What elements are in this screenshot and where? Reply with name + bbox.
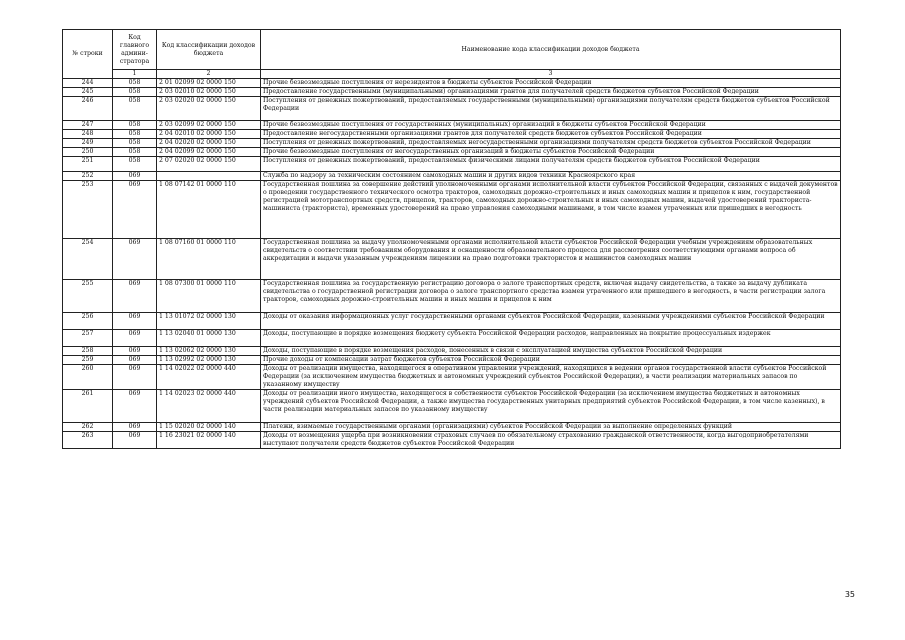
table-row — [63, 157, 841, 172]
table-row — [63, 423, 841, 432]
admin-code: 058 — [113, 97, 157, 121]
table-row — [63, 432, 841, 449]
table-row — [63, 121, 841, 130]
classification-code: 2 03 02099 02 0000 150 — [157, 121, 261, 130]
row-number: 261 — [63, 390, 113, 423]
table-row — [63, 148, 841, 157]
admin-code: 069 — [113, 390, 157, 423]
row-number: 251 — [63, 157, 113, 172]
header-admin-code: Код главного админи-стратора — [113, 30, 157, 70]
table-row — [63, 239, 841, 280]
row-number: 260 — [63, 365, 113, 390]
classification-code: 2 01 02099 02 0000 150 — [157, 79, 261, 88]
admin-code: 058 — [113, 79, 157, 88]
classification-code: 1 13 01072 02 0000 130 — [157, 313, 261, 330]
page-number: 35 — [844, 590, 855, 599]
classification-code: 1 08 07142 01 0000 110 — [157, 181, 261, 239]
code-name: Служба по надзору за техническим состоянием самоходных машин и других видов техники Красноярского края — [261, 172, 841, 181]
code-name: Предоставление негосударственными организациями грантов для получателей средств бюджетов субъектов Российской Федерации — [261, 130, 841, 139]
row-number: 262 — [63, 423, 113, 432]
table-row — [63, 79, 841, 88]
row-number: 244 — [63, 79, 113, 88]
row-number: 250 — [63, 148, 113, 157]
row-number: 252 — [63, 172, 113, 181]
row-number: 257 — [63, 330, 113, 347]
code-name: Государственная пошлина за совершение действий уполномоченными органами исполнительной власти субъектов Российской Федерации, связанных с выдачей документов о проведении государственного технического осмотра тракторов, самоходных дорожно-строительных и иных самоходных машин и прицепов к ним, государственной регистрацией мототранспортных средств, прицепов, тракторов, самоходных дорожно-строительных и иных самоходных машин, выдачей удостоверений тракториста-машиниста (тракториста), временных удостоверений на право управления самоходными машинами, в том числе взамен утраченных или пришедших в негодность — [261, 181, 841, 239]
code-name: Поступления от денежных пожертвований, предоставляемых физическими лицами получателям средств бюджетов субъектов Российской Федерации — [261, 157, 841, 172]
table-body — [63, 79, 841, 449]
row-number: 245 — [63, 88, 113, 97]
admin-code: 069 — [113, 432, 157, 449]
admin-code: 058 — [113, 88, 157, 97]
table-row — [63, 88, 841, 97]
code-name: Доходы от реализации имущества, находящегося в оперативном управлении учреждений, находящихся в ведении органов государственной власти субъектов Российской Федерации (за исключением имущества бюджетных и автономных учреждений субъектов Российской Федерации), в части реализации материальных запасов по указанному имуществу — [261, 365, 841, 390]
table-row — [63, 280, 841, 313]
table-row — [63, 365, 841, 390]
row-number: 263 — [63, 432, 113, 449]
table-row — [63, 97, 841, 121]
classification-code: 1 16 23021 02 0000 140 — [157, 432, 261, 449]
classification-code — [157, 172, 261, 181]
code-name: Доходы от реализации иного имущества, находящегося в собственности субъектов Российской Федерации (за исключением имущества бюджетных и автономных учреждений субъектов Российской Федерации, а также имущества государственных унитарных предприятий субъектов Российской Федерации, в том числе казенных), в части реализации материальных запасов по указанному имуществу — [261, 390, 841, 423]
classification-code: 1 14 02022 02 0000 440 — [157, 365, 261, 390]
admin-code: 069 — [113, 280, 157, 313]
row-number: 256 — [63, 313, 113, 330]
row-number: 248 — [63, 130, 113, 139]
row-number: 255 — [63, 280, 113, 313]
row-number: 247 — [63, 121, 113, 130]
table-row — [63, 390, 841, 423]
classification-code: 2 07 02020 02 0000 150 — [157, 157, 261, 172]
header-code-name: Наименование кода классификации доходов бюджета — [261, 30, 841, 70]
code-name: Государственная пошлина за выдачу уполномоченными органами исполнительной власти субъектов Российской Федерации учебным учреждениям образовательных свидетельств о соответствии требованиям оборудования и оснащенности образовательного процесса для рассмотрения соответствующими органами вопроса об аккредитации и выдачи указанным учреждениям лицензии на право подготовки трактористов и машинистов самоходных машин — [261, 239, 841, 280]
table-row — [63, 356, 841, 365]
header-classification-code: Код классификации доходов бюджета — [157, 30, 261, 70]
classification-code: 1 13 02062 02 0000 130 — [157, 347, 261, 356]
classification-code: 2 04 02099 02 0000 150 — [157, 148, 261, 157]
admin-code: 058 — [113, 139, 157, 148]
code-name: Прочие доходы от компенсации затрат бюджетов субъектов Российской Федерации — [261, 356, 841, 365]
row-number: 249 — [63, 139, 113, 148]
code-name: Государственная пошлина за государственную регистрацию договора о залоге транспортных средств, включая выдачу свидетельства, а также за выдачу дубликата свидетельства о государственной регистрации договора о залоге транспортного средства взамен утраченного или пришедшего в негодность, в части регистрации залога тракторов, самоходных дорожно-строительных машин и иных машин и прицепов к ним — [261, 280, 841, 313]
row-number: 253 — [63, 181, 113, 239]
admin-code: 069 — [113, 356, 157, 365]
admin-code: 058 — [113, 121, 157, 130]
classification-code: 1 08 07300 01 0000 110 — [157, 280, 261, 313]
code-name: Поступления от денежных пожертвований, предоставляемых негосударственными организациями получателям средств бюджетов субъектов Российской Федерации — [261, 139, 841, 148]
classification-code: 1 15 02020 02 0000 140 — [157, 423, 261, 432]
code-name: Платежи, взимаемые государственными органами (организациями) субъектов Российской Федерации за выполнение определенных функций — [261, 423, 841, 432]
classification-code: 1 14 02023 02 0000 440 — [157, 390, 261, 423]
admin-code: 069 — [113, 347, 157, 356]
admin-code: 069 — [113, 181, 157, 239]
admin-code: 058 — [113, 148, 157, 157]
admin-code: 058 — [113, 157, 157, 172]
table-row — [63, 330, 841, 347]
code-name: Доходы, поступающие в порядке возмещения бюджету субъекта Российской Федерации расходов, направленных на покрытие процессуальных издержек — [261, 330, 841, 347]
row-number: 254 — [63, 239, 113, 280]
classification-code: 1 08 07160 01 0000 110 — [157, 239, 261, 280]
code-name: Доходы, поступающие в порядке возмещения расходов, понесенных в связи с эксплуатацией имущества субъектов Российской Федерации — [261, 347, 841, 356]
admin-code: 069 — [113, 365, 157, 390]
classification-code: 2 04 02020 02 0000 150 — [157, 139, 261, 148]
classification-code: 2 04 02010 02 0000 150 — [157, 130, 261, 139]
header-num-1: 1 — [113, 70, 157, 79]
table-row — [63, 130, 841, 139]
code-name: Прочие безвозмездные поступления от государственных (муниципальных) организаций в бюджеты субъектов Российской Федерации — [261, 121, 841, 130]
header-num-3: 3 — [261, 70, 841, 79]
header-num-2: 2 — [157, 70, 261, 79]
budget-income-table — [62, 29, 841, 449]
code-name: Предоставление государственными (муниципальными) организациями грантов для получателей средств бюджетов субъектов Российской Федерации — [261, 88, 841, 97]
admin-code: 069 — [113, 172, 157, 181]
table-row — [63, 347, 841, 356]
classification-code: 1 13 02040 01 0000 130 — [157, 330, 261, 347]
header-row-number: № строки — [63, 30, 113, 79]
table-row — [63, 313, 841, 330]
classification-code: 2 03 02020 02 0000 150 — [157, 97, 261, 121]
classification-code: 2 03 02010 02 0000 150 — [157, 88, 261, 97]
code-name: Поступления от денежных пожертвований, предоставляемых государственными (муниципальными) организациями получателям средств бюджетов субъектов Российской Федерации — [261, 97, 841, 121]
row-number: 258 — [63, 347, 113, 356]
admin-code: 069 — [113, 313, 157, 330]
admin-code: 058 — [113, 130, 157, 139]
row-number: 246 — [63, 97, 113, 121]
code-name: Доходы от возмещения ущерба при возникновении страховых случаев по обязательному страхованию гражданской ответственности, когда выгодоприобретателями выступают получатели средств бюджетов субъектов Российской Федерации — [261, 432, 841, 449]
table-row — [63, 181, 841, 239]
admin-code: 069 — [113, 239, 157, 280]
code-name: Прочие безвозмездные поступления от нерезидентов в бюджеты субъектов Российской Федерации — [261, 79, 841, 88]
admin-code: 069 — [113, 423, 157, 432]
row-number: 259 — [63, 356, 113, 365]
table-row — [63, 172, 841, 181]
code-name: Прочие безвозмездные поступления от негосударственных организаций в бюджеты субъектов Российской Федерации — [261, 148, 841, 157]
code-name: Доходы от оказания информационных услуг государственными органами субъектов Российской Федерации, казенными учреждениями субъектов Российской Федерации — [261, 313, 841, 330]
admin-code: 069 — [113, 330, 157, 347]
classification-code: 1 13 02992 02 0000 130 — [157, 356, 261, 365]
table-row — [63, 139, 841, 148]
